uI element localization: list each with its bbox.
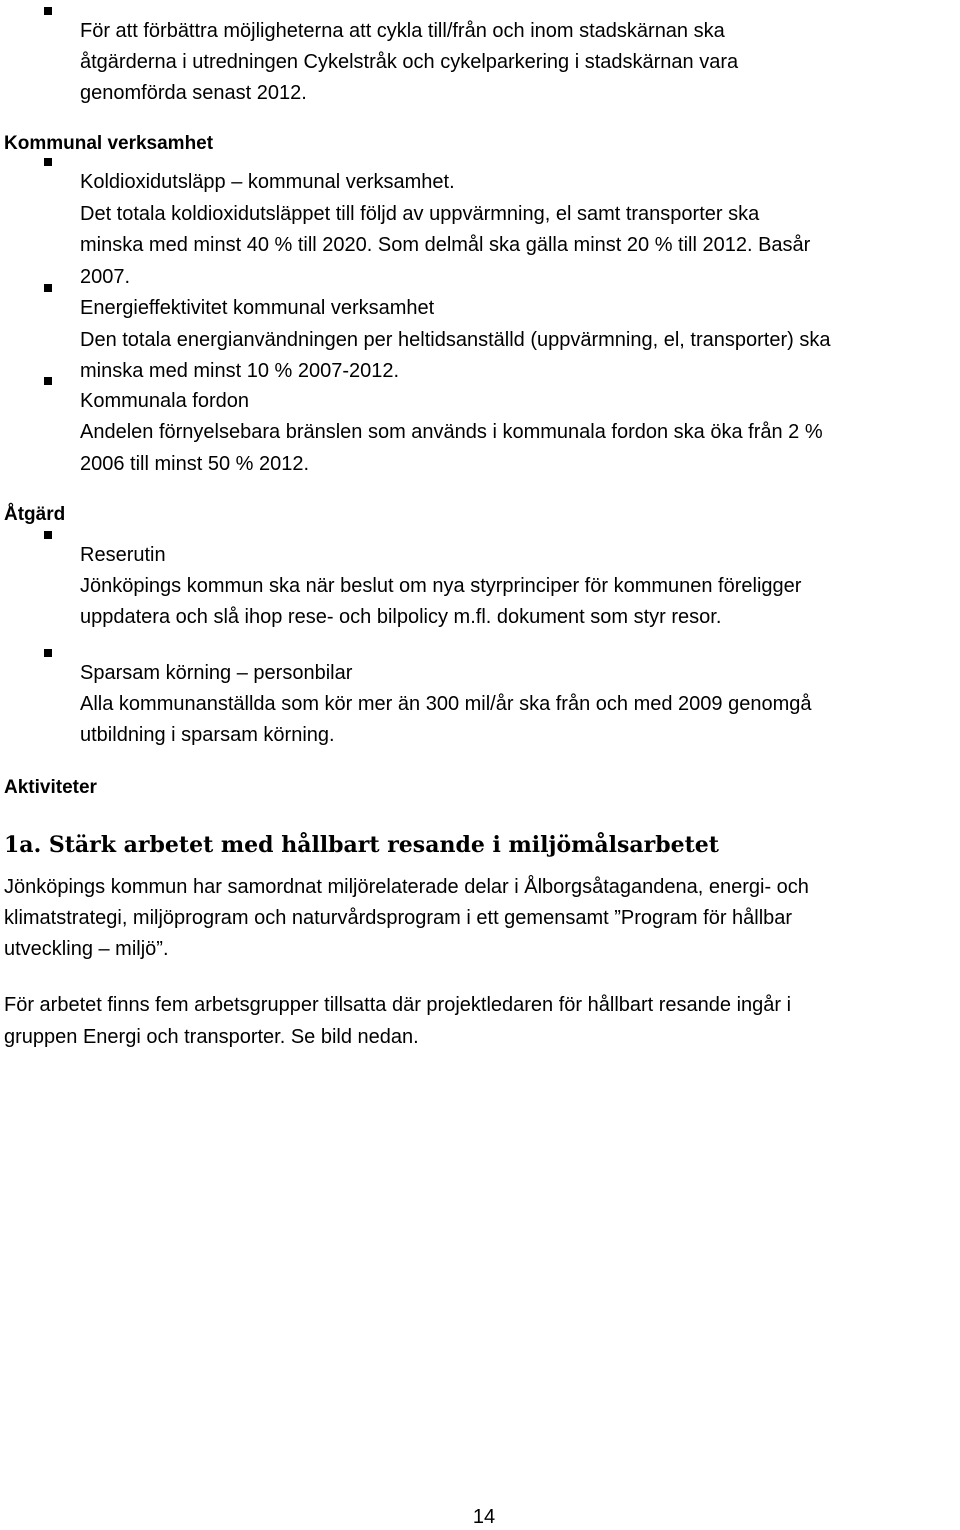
bullet-marker xyxy=(44,284,52,292)
text-line: klimatstrategi, miljöprogram och naturvårdsprogram i ett gemensamt ”Program för hållbar xyxy=(4,907,793,929)
text-line: Sparsam körning – personbilar xyxy=(80,662,353,684)
text-line: För arbetet finns fem arbetsgrupper tillsatta där projektledaren för hållbart resande ingår i xyxy=(4,994,792,1016)
text-line: Koldioxidutsläpp – kommunal verksamhet. xyxy=(80,171,455,193)
bullet-marker xyxy=(44,377,52,385)
text-line: utveckling – miljö”. xyxy=(4,938,169,960)
heading-atgard: Åtgärd xyxy=(4,503,66,525)
heading-kommunal-verksamhet: Kommunal verksamhet xyxy=(4,132,214,154)
text-line: uppdatera och slå ihop rese- och bilpolicy m.fl. dokument som styr resor. xyxy=(80,606,722,628)
text-line: För att förbättra möjligheterna att cykla till/från och inom stadskärnan ska xyxy=(80,20,725,42)
bullet-marker xyxy=(44,649,52,657)
text-line: Energieffektivitet kommunal verksamhet xyxy=(80,297,435,319)
bullet-marker xyxy=(44,531,52,539)
bullet-marker xyxy=(44,7,52,15)
text-line: gruppen Energi och transporter. Se bild nedan. xyxy=(4,1026,419,1048)
text-line: Den totala energianvändningen per heltidsanställd (uppvärmning, el, transporter) ska xyxy=(80,329,831,351)
text-line: utbildning i sparsam körning. xyxy=(80,724,335,746)
section-title: 1a. Stärk arbetet med hållbart resande i miljömålsarbetet xyxy=(4,831,719,858)
text-line: 2006 till minst 50 % 2012. xyxy=(80,453,310,475)
text-line: Jönköpings kommun ska när beslut om nya styrprinciper för kommunen föreligger xyxy=(80,575,802,597)
text-line: Alla kommunanställda som kör mer än 300 mil/år ska från och med 2009 genomgå xyxy=(80,693,812,715)
text-line: minska med minst 40 % till 2020. Som delmål ska gälla minst 20 % till 2012. Basår xyxy=(80,234,811,256)
text-line: Det totala koldioxidutsläppet till följd av uppvärmning, el samt transporter ska xyxy=(80,203,760,225)
text-line: Andelen förnyelsebara bränslen som används i kommunala fordon ska öka från 2 % xyxy=(80,421,823,443)
text-line: 2007. xyxy=(80,266,131,288)
text-line: Kommunala fordon xyxy=(80,390,249,412)
text-line: minska med minst 10 % 2007-2012. xyxy=(80,360,400,382)
page-number: 14 xyxy=(472,1506,496,1528)
text-line: åtgärderna i utredningen Cykelstråk och cykelparkering i stadskärnan vara xyxy=(80,51,739,73)
heading-aktiviteter: Aktiviteter xyxy=(4,776,97,798)
bullet-marker xyxy=(44,158,52,166)
text-line: Reserutin xyxy=(80,544,166,566)
text-line: genomförda senast 2012. xyxy=(80,82,307,104)
text-line: Jönköpings kommun har samordnat miljörelaterade delar i Ålborgsåtagandena, energi- och xyxy=(4,876,809,898)
